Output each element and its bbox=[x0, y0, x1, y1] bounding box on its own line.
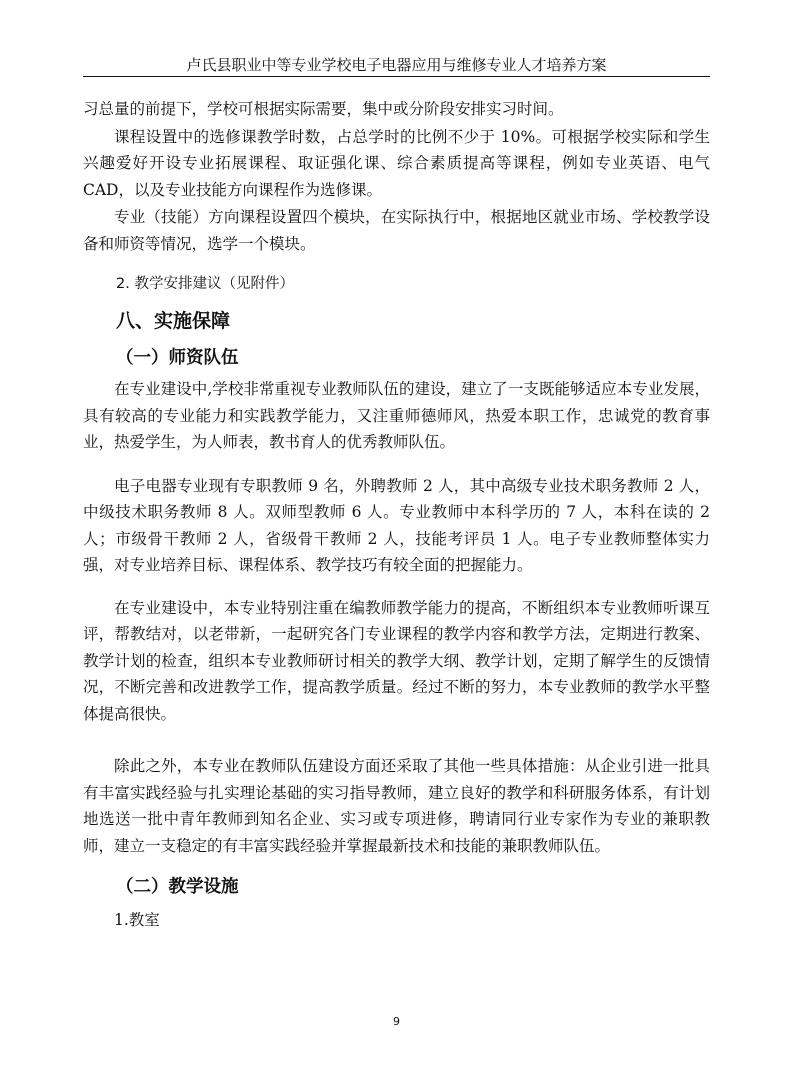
paragraph-faculty-building: 在专业建设中,学校非常重视专业教师队伍的建设，建立了一支既能够适应本专业发展，具有较高的专业能力和实践教学能力，又注重师德师风，热爱本职工作，忠诚党的教育事业，热爱学生，为人师表，教书育人的优秀教师队伍。 bbox=[83, 380, 710, 451]
header-divider bbox=[83, 76, 710, 77]
paragraph-other-measures: 除此之外，本专业在教师队伍建设方面还采取了其他一些具体措施：从企业引进一批具有丰富实践经验与扎实理论基础的实习指导教师，建立良好的教学和科研服务体系，有计划地选送一批中青年教师到知名企业、实习或专项进修，聘请同行业专家作为专业的兼职教师，建立一支稳定的有丰富实践经验并掌握最新技术和技能的兼职教师队伍。 bbox=[83, 757, 710, 855]
page-number: 9 bbox=[393, 1015, 400, 1028]
subsection-heading-faculty: （一）师资队伍 bbox=[116, 348, 239, 368]
list-item-teaching-arrangement: 2. 教学安排建议（见附件） bbox=[116, 276, 294, 292]
subsection-heading-facilities: （二）教学设施 bbox=[116, 877, 239, 897]
paragraph-faculty-composition: 电子电器专业现有专职教师 9 名，外聘教师 2 人，其中高级专业技术职务教师 2 人，中级技术职务教师 8 人。双师型教师 6 人。专业教师中本科学历的 7 人，本科在读的 2 人；市级骨干教师 2 人，省级骨干教师 2 人，技能考评员 1 人。电子专业教师整体实力强，对专业培养目标、课程体系、教学技巧有较全面的把握能力。 bbox=[83, 476, 710, 574]
document-body bbox=[83, 96, 710, 934]
paragraph-elective-courses: 课程设置中的选修课教学时数，占总学时的比例不少于 10%。可根据学校实际和学生兴趣爱好开设专业拓展课程、取证强化课、综合素质提高等课程，例如专业英语、电气 CAD，以及专业技能方向课程作为选修课。 bbox=[83, 127, 710, 199]
page-header: 卢氏县职业中等专业学校电子电器应用与维修专业人才培养方案 bbox=[186, 56, 607, 74]
section-heading-implementation: 八、实施保障 bbox=[116, 310, 231, 332]
paragraph-skill-modules: 专业（技能）方向课程设置四个模块，在实际执行中，根据地区就业市场、学校教学设备和师资等情况，选学一个模块。 bbox=[83, 208, 710, 253]
paragraph-teaching-ability: 在专业建设中，本专业特别注重在编教师教学能力的提高，不断组织本专业教师听课互评，帮教结对，以老带新，一起研究各门专业课程的教学内容和教学方法，定期进行教案、教学计划的检查，组织本专业教师研讨相关的教学大纲、教学计划，定期了解学生的反馈情况，不断完善和改进教学工作，提高教学质量。经过不断的努力，本专业教师的教学水平整体提高很快。 bbox=[83, 598, 710, 723]
list-item-classroom: 1.教室 bbox=[114, 911, 160, 929]
paragraph-internship-time: 习总量的前提下，学校可根据实际需要，集中或分阶段安排实习时间。 bbox=[83, 100, 564, 118]
